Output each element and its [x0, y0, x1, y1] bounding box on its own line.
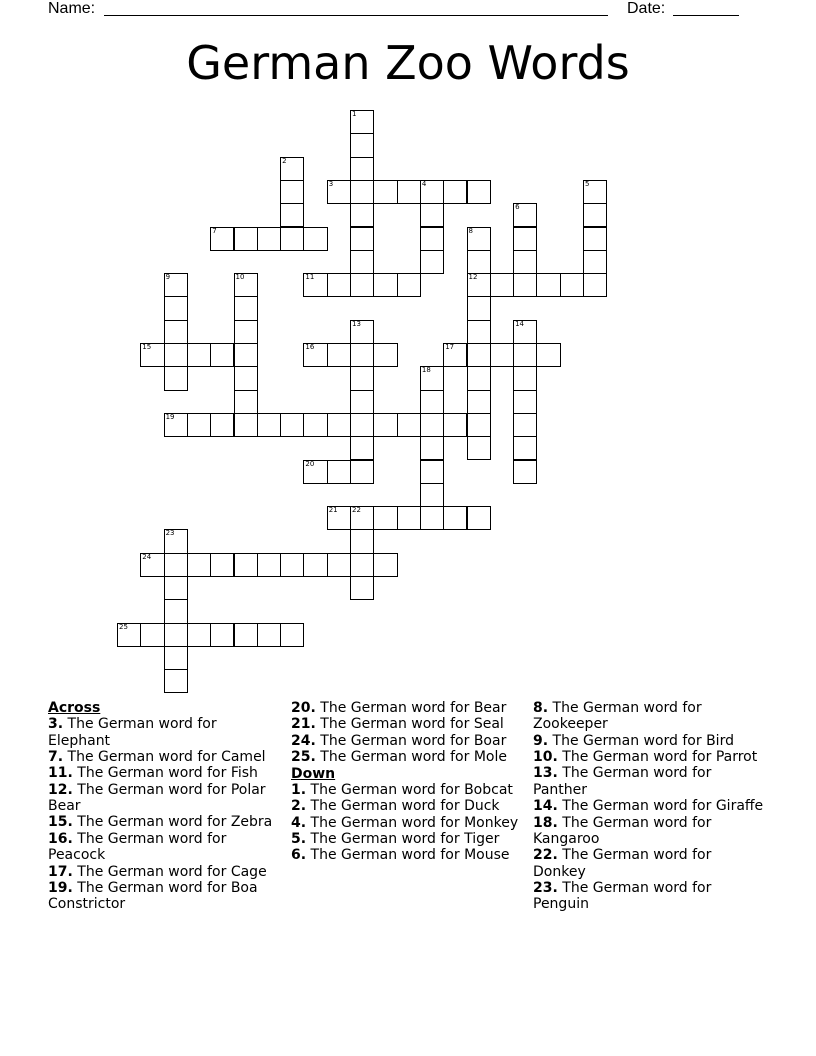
grid-cell[interactable]	[350, 576, 374, 600]
grid-cell[interactable]	[234, 413, 258, 437]
grid-cell[interactable]	[513, 203, 537, 227]
name-label: Name:	[48, 0, 96, 17]
grid-cell[interactable]	[467, 227, 491, 251]
clue-text: The German word for Fish	[77, 765, 258, 782]
clue-text: The German word for Penguin	[533, 879, 712, 913]
grid-cell[interactable]	[280, 553, 304, 577]
grid-cell[interactable]	[467, 320, 491, 344]
clue-text: The German word for Tiger	[310, 831, 500, 848]
grid-cell[interactable]	[350, 390, 374, 414]
grid-cell[interactable]	[164, 576, 188, 600]
grid-cell[interactable]	[257, 413, 281, 437]
clue-number: 10.	[533, 749, 558, 766]
clue-text: The German word for Elephant	[48, 716, 217, 749]
worksheet-header	[48, 0, 748, 20]
cell-number: 19	[165, 412, 175, 421]
clue-item	[533, 880, 765, 913]
grid-cell[interactable]	[583, 180, 607, 204]
across-clue-list	[48, 716, 280, 912]
grid-cell[interactable]	[513, 436, 537, 460]
grid-cell[interactable]	[513, 460, 537, 484]
grid-cell[interactable]	[164, 273, 188, 297]
clue-item	[533, 798, 765, 814]
grid-cell[interactable]	[583, 250, 607, 274]
clue-item	[291, 782, 523, 798]
clue-number: 12.	[48, 781, 73, 798]
grid-cell[interactable]	[164, 366, 188, 390]
grid-cell[interactable]	[164, 669, 188, 693]
clue-text: The German word for Cage	[77, 863, 267, 880]
clue-text: The German word for Camel	[67, 748, 266, 765]
grid-cell[interactable]	[513, 227, 537, 251]
grid-cell[interactable]	[303, 273, 327, 297]
grid-cell[interactable]	[257, 623, 281, 647]
clue-number: 18.	[533, 814, 558, 831]
grid-cell[interactable]	[467, 343, 491, 367]
clue-text: The German word for Bird	[552, 732, 734, 749]
clue-text: The German word for Monkey	[310, 814, 519, 831]
grid-cell[interactable]	[350, 227, 374, 251]
grid-cell[interactable]	[350, 553, 374, 577]
cell-number: 18	[421, 366, 431, 375]
grid-cell[interactable]	[117, 623, 141, 647]
grid-cell[interactable]	[513, 273, 537, 297]
grid-cell[interactable]	[234, 623, 258, 647]
grid-cell[interactable]	[420, 483, 444, 507]
grid-cell[interactable]	[397, 273, 421, 297]
grid-cell[interactable]	[164, 599, 188, 623]
across-clue-list-continued	[291, 700, 523, 765]
down-clue-list-continued	[533, 700, 765, 913]
clue-item	[291, 716, 523, 732]
grid-cell[interactable]	[467, 250, 491, 274]
clue-text: The German word for Panther	[533, 765, 712, 798]
cell-number: 7	[212, 226, 217, 235]
grid-cell[interactable]	[210, 343, 234, 367]
grid-cell[interactable]	[164, 320, 188, 344]
clue-item	[48, 716, 280, 749]
cell-number: 15	[142, 343, 152, 351]
clue-item	[291, 831, 523, 847]
grid-cell[interactable]	[280, 203, 304, 227]
clue-item	[533, 815, 765, 848]
grid-cell[interactable]	[467, 366, 491, 390]
grid-cell[interactable]	[234, 296, 258, 320]
clue-number: 14.	[533, 798, 558, 815]
clues-column-2	[291, 700, 523, 864]
cell-number: 11	[305, 273, 315, 282]
grid-cell[interactable]	[303, 553, 327, 577]
clue-text: The German word for Parrot	[562, 749, 758, 766]
grid-cell[interactable]	[583, 203, 607, 227]
grid-cell[interactable]	[443, 180, 467, 204]
grid-cell[interactable]	[350, 529, 374, 553]
grid-cell[interactable]	[467, 273, 491, 297]
grid-cell[interactable]	[513, 250, 537, 274]
grid-cell[interactable]	[164, 529, 188, 553]
clue-number: 16.	[48, 830, 73, 847]
grid-cell[interactable]	[350, 133, 374, 157]
grid-cell[interactable]	[373, 553, 397, 577]
grid-cell[interactable]	[420, 390, 444, 414]
clue-item	[533, 733, 765, 749]
grid-cell[interactable]	[327, 273, 351, 297]
grid-cell[interactable]	[187, 413, 211, 437]
date-label: Date:	[627, 0, 666, 17]
grid-cell[interactable]	[373, 180, 397, 204]
clue-item	[48, 749, 280, 765]
cell-number: 12	[468, 273, 478, 282]
grid-cell[interactable]	[234, 227, 258, 251]
clue-item	[48, 765, 280, 781]
cell-number: 5	[585, 179, 590, 188]
clue-item	[533, 700, 765, 733]
grid-cell[interactable]	[350, 110, 374, 134]
clue-text: The German word for Giraffe	[562, 798, 764, 815]
clue-number: 9.	[533, 732, 549, 749]
clue-number: 24.	[291, 732, 316, 749]
grid-cell[interactable]	[420, 203, 444, 227]
grid-cell[interactable]	[234, 553, 258, 577]
grid-cell[interactable]	[420, 180, 444, 204]
grid-cell[interactable]	[350, 460, 374, 484]
clue-item	[48, 814, 280, 830]
clue-number: 17.	[48, 863, 73, 880]
grid-cell[interactable]	[513, 343, 537, 367]
clue-item	[533, 749, 765, 765]
clue-number: 20.	[291, 700, 316, 716]
grid-cell[interactable]	[350, 506, 374, 530]
grid-cell[interactable]	[350, 413, 374, 437]
clue-text: The German word for Bear	[320, 700, 507, 716]
grid-cell[interactable]	[373, 273, 397, 297]
cell-number: 4	[421, 179, 427, 188]
clue-item	[48, 864, 280, 880]
name-blank-line[interactable]	[104, 15, 608, 16]
cell-number: 13	[352, 319, 361, 328]
grid-cell[interactable]	[210, 227, 234, 251]
clue-number: 25.	[291, 749, 316, 766]
clue-text: The German word for Donkey	[533, 847, 712, 880]
grid-cell[interactable]	[280, 413, 304, 437]
grid-cell[interactable]	[164, 646, 188, 670]
clue-text: The German word for Peacock	[48, 830, 227, 864]
grid-cell[interactable]	[327, 553, 351, 577]
clue-number: 22.	[533, 847, 558, 864]
clue-item	[291, 798, 523, 814]
cell-number: 23	[165, 529, 175, 538]
grid-cell[interactable]	[303, 413, 327, 437]
grid-cell[interactable]	[513, 413, 537, 437]
page-title: German Zoo Words	[186, 36, 630, 90]
grid-cell[interactable]	[583, 227, 607, 251]
grid-cell[interactable]	[397, 506, 421, 530]
clue-number: 6.	[291, 847, 307, 864]
grid-cell[interactable]	[280, 227, 304, 251]
grid-cell[interactable]	[467, 180, 491, 204]
cell-number: 6	[515, 203, 520, 212]
grid-cell[interactable]	[490, 273, 514, 297]
grid-cell[interactable]	[164, 296, 188, 320]
grid-cell[interactable]	[164, 553, 188, 577]
clue-item	[291, 815, 523, 831]
clue-item	[291, 749, 523, 765]
grid-cell[interactable]	[560, 273, 584, 297]
grid-cell[interactable]	[187, 553, 211, 577]
grid-cell[interactable]	[467, 413, 491, 437]
clue-number: 3.	[48, 716, 64, 733]
cell-number: 10	[235, 273, 245, 282]
grid-cell[interactable]	[420, 436, 444, 460]
grid-cell[interactable]	[467, 436, 491, 460]
clues-column-3	[533, 700, 765, 913]
grid-cell[interactable]	[234, 343, 258, 367]
grid-cell[interactable]	[187, 343, 211, 367]
cell-number: 1	[352, 110, 357, 118]
cell-number: 8	[468, 226, 473, 235]
grid-cell[interactable]	[420, 250, 444, 274]
clues-column-1	[48, 700, 280, 913]
grid-cell[interactable]	[257, 227, 281, 251]
grid-cell[interactable]	[164, 623, 188, 647]
cell-number: 16	[305, 343, 315, 351]
grid-cell[interactable]	[513, 320, 537, 344]
clue-item	[48, 880, 280, 913]
grid-cell[interactable]	[350, 203, 374, 227]
cell-number: 24	[142, 552, 152, 561]
grid-cell[interactable]	[513, 366, 537, 390]
cell-number: 25	[119, 622, 128, 631]
grid-cell[interactable]	[164, 343, 188, 367]
grid-cell[interactable]	[373, 343, 397, 367]
grid-cell[interactable]	[280, 623, 304, 647]
grid-cell[interactable]	[140, 553, 164, 577]
grid-cell[interactable]	[234, 273, 258, 297]
grid-cell[interactable]	[583, 273, 607, 297]
clue-number: 13.	[533, 765, 558, 782]
grid-cell[interactable]	[140, 343, 164, 367]
cell-number: 2	[282, 156, 287, 165]
clue-number: 21.	[291, 716, 316, 733]
grid-cell[interactable]	[140, 623, 164, 647]
grid-cell[interactable]	[397, 413, 421, 437]
clue-text: The German word for Zookeeper	[533, 700, 702, 733]
grid-cell[interactable]	[420, 506, 444, 530]
clue-item	[291, 847, 523, 863]
clue-text: The German word for Mole	[320, 749, 507, 766]
grid-cell[interactable]	[443, 413, 467, 437]
clue-number: 4.	[291, 814, 307, 831]
clue-text: The German word for Bobcat	[310, 781, 513, 798]
grid-cell[interactable]	[490, 343, 514, 367]
grid-cell[interactable]	[280, 180, 304, 204]
cell-number: 20	[305, 459, 315, 468]
clue-number: 23.	[533, 879, 558, 896]
grid-cell[interactable]	[350, 273, 374, 297]
grid-cell[interactable]	[234, 390, 258, 414]
clue-number: 15.	[48, 814, 73, 831]
cell-number: 21	[328, 506, 338, 515]
grid-cell[interactable]	[536, 273, 560, 297]
grid-cell[interactable]	[373, 413, 397, 437]
grid-cell[interactable]	[420, 227, 444, 251]
clue-text: The German word for Boa Constrictor	[48, 879, 258, 913]
grid-cell[interactable]	[210, 623, 234, 647]
grid-cell[interactable]	[327, 460, 351, 484]
grid-cell[interactable]	[350, 157, 374, 181]
clue-number: 2.	[291, 798, 307, 815]
clue-number: 7.	[48, 748, 64, 765]
across-heading: Across	[48, 700, 101, 716]
grid-cell[interactable]	[327, 413, 351, 437]
down-heading: Down	[291, 765, 336, 782]
clue-text: The German word for Kangaroo	[533, 814, 712, 847]
grid-cell[interactable]	[467, 296, 491, 320]
grid-cell[interactable]	[280, 157, 304, 181]
grid-cell[interactable]	[327, 180, 351, 204]
grid-cell[interactable]	[257, 553, 281, 577]
grid-cell[interactable]	[303, 227, 327, 251]
clue-item	[291, 733, 523, 749]
clue-item	[533, 765, 765, 798]
down-clue-list	[291, 782, 523, 864]
grid-cell[interactable]	[443, 506, 467, 530]
grid-cell[interactable]	[513, 390, 537, 414]
grid-cell[interactable]	[350, 250, 374, 274]
cell-number: 9	[165, 273, 171, 282]
grid-cell[interactable]	[234, 366, 258, 390]
date-blank-line[interactable]	[673, 15, 739, 16]
clue-number: 5.	[291, 831, 307, 848]
grid-cell[interactable]	[420, 366, 444, 390]
grid-cell[interactable]	[327, 506, 351, 530]
grid-cell[interactable]	[373, 506, 397, 530]
grid-cell[interactable]	[420, 460, 444, 484]
clue-text: The German word for Zebra	[77, 814, 273, 831]
grid-cell[interactable]	[536, 343, 560, 367]
grid-cell[interactable]	[187, 623, 211, 647]
clue-item	[533, 847, 765, 880]
grid-cell[interactable]	[164, 413, 188, 437]
clue-number: 19.	[48, 879, 73, 896]
grid-cell[interactable]	[210, 413, 234, 437]
clue-number: 1.	[291, 781, 307, 798]
cell-number: 3	[328, 179, 334, 188]
clue-item	[291, 700, 523, 716]
grid-cell[interactable]	[303, 343, 327, 367]
clue-number: 8.	[533, 700, 549, 716]
clue-text: The German word for Seal	[320, 716, 504, 733]
clue-text: The German word for Polar Bear	[48, 781, 266, 815]
grid-cell[interactable]	[234, 320, 258, 344]
clue-number: 11.	[48, 765, 73, 782]
grid-cell[interactable]	[443, 343, 467, 367]
clue-item	[48, 782, 280, 815]
grid-cell[interactable]	[350, 180, 374, 204]
grid-cell[interactable]	[350, 366, 374, 390]
grid-cell[interactable]	[350, 320, 374, 344]
grid-cell[interactable]	[467, 390, 491, 414]
cell-number: 17	[445, 343, 455, 351]
grid-cell[interactable]	[327, 343, 351, 367]
grid-cell[interactable]	[210, 553, 234, 577]
grid-cell[interactable]	[350, 436, 374, 460]
cell-number: 22	[352, 506, 361, 515]
clue-item	[48, 831, 280, 864]
grid-cell[interactable]	[420, 413, 444, 437]
cell-number: 14	[515, 319, 525, 328]
grid-cell[interactable]	[350, 343, 374, 367]
grid-cell[interactable]	[397, 180, 421, 204]
clue-text: The German word for Boar	[320, 732, 507, 749]
grid-cell[interactable]	[467, 506, 491, 530]
clue-text: The German word for Mouse	[310, 847, 510, 864]
clue-text: The German word for Duck	[310, 798, 500, 815]
grid-cell[interactable]	[303, 460, 327, 484]
